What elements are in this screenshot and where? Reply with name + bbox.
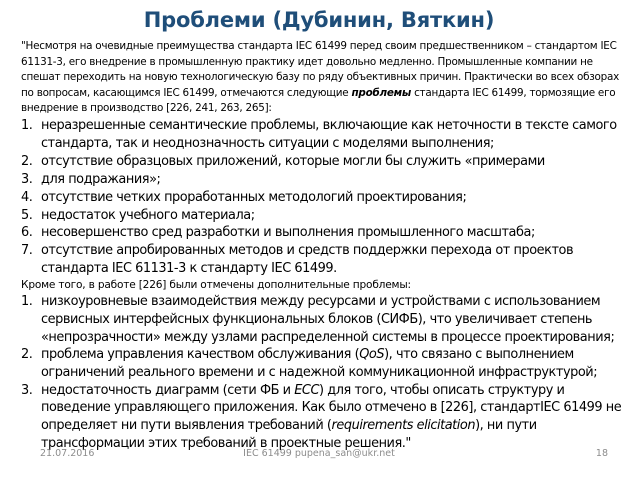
list-item-number: 6. [21, 225, 33, 241]
list-item-number: 2. [21, 153, 33, 169]
list-item [21, 171, 625, 189]
list-item [21, 293, 625, 346]
list-item [21, 207, 625, 225]
list-item-text-middle: ) для того, чтобы описать структуру и поведение управляющего приложения. Как было отмечено в [226], стандартIEC 61499 не определяет ни пути выявления требований ( [41, 382, 622, 434]
list-item-number: 5. [21, 207, 33, 223]
slide-number: 18 [595, 448, 608, 459]
list-item-text-end: ), что связано с выполнением ограничений реального времени и с надежной коммуникационной инфраструктурой; [41, 347, 598, 380]
list-item-text-start: недостаточность диаграмм (сети ФБ и [41, 382, 295, 398]
list-item-term: ECC [294, 382, 320, 398]
list-item-number: 3. [21, 382, 33, 398]
list-item-text: низкоуровневые взаимодействия между ресурсами и устройствами с использованием сервисных интерфейсных функциональных блоков (СИФБ), что увеличивает степень «непрозрачности» между узлами распределенной системы в процессе проектирования; [41, 294, 615, 345]
intro-text-start: "Несмотря на очевидные преимущества стандарта IEC 61499 перед своим предшественником – стандартом IEC 61131-3, его внедрение в промышленную практику идет довольно медленно. Промышленные компании не спешат переходить на новую технологическую базу по ряду объективных причин. Практически во всех обзорах по вопросам, касающимся IEC 61499, отмечаются следующие [21, 40, 620, 99]
additional-problems-list [21, 293, 625, 452]
list-item [21, 242, 625, 278]
list-item-text-start: проблема управления качеством обслуживания ( [41, 347, 360, 363]
list-item-text: отсутствие четких проработанных методологий проектирования; [41, 189, 467, 205]
list-item-text: неразрешенные семантические проблемы, включающие как неточности в тексте самого стандарта, так и неоднозначность ситуации с моделями выполнения; [41, 117, 617, 151]
list-item-number: 1. [21, 117, 33, 133]
list-item-number: 4. [21, 189, 33, 205]
list-item-text: отсутствие апробированных методов и средств поддержки перехода от проектов стандарта IEC 61131-3 к стандарту IEC 61499. [41, 243, 574, 277]
footer-date: 21.07.2016 [40, 448, 95, 459]
list-item [21, 153, 625, 171]
list-item-text: для подражания»; [41, 171, 161, 187]
list-item [21, 189, 625, 207]
list-item-term: QoS [359, 347, 385, 363]
slide-content [21, 39, 625, 452]
list-item [21, 382, 625, 453]
list-item-number: 1. [21, 294, 33, 310]
intro-emphasis: проблемы [351, 86, 412, 99]
list-item-text-end: ), ни пути трансформации этих требований в проектные решения." [41, 418, 537, 451]
list-item-text: несовершенство сред разработки и выполнения промышленного масштаба; [41, 225, 535, 241]
list-item-number: 2. [21, 347, 33, 363]
footer-center-text: IEC 61499 pupena_san@ukr.net [243, 448, 395, 459]
intro-paragraph [21, 39, 625, 117]
list-item-text: недостаток учебного материала; [41, 207, 255, 223]
list-item [21, 346, 625, 381]
list-item-term-english: requirements elicitation [331, 418, 476, 434]
list-item-number: 3. [21, 171, 33, 187]
list-item [21, 224, 625, 242]
list-item [21, 117, 625, 153]
slide-title: Проблеми (Дубинин, Вяткин) [143, 8, 495, 32]
list-item-text: отсутствие образцовых приложений, которые могли бы служить «примерами [41, 153, 545, 169]
additional-problems-intro: Кроме того, в работе [226] были отмечены дополнительные проблемы: [21, 279, 411, 292]
problems-list [21, 117, 625, 278]
intro-text-end: стандарта IEC 61499, тормозящие его внедрение в производство [226, 241, 263, 265]: [21, 86, 616, 115]
list-item-number: 7. [21, 243, 33, 259]
